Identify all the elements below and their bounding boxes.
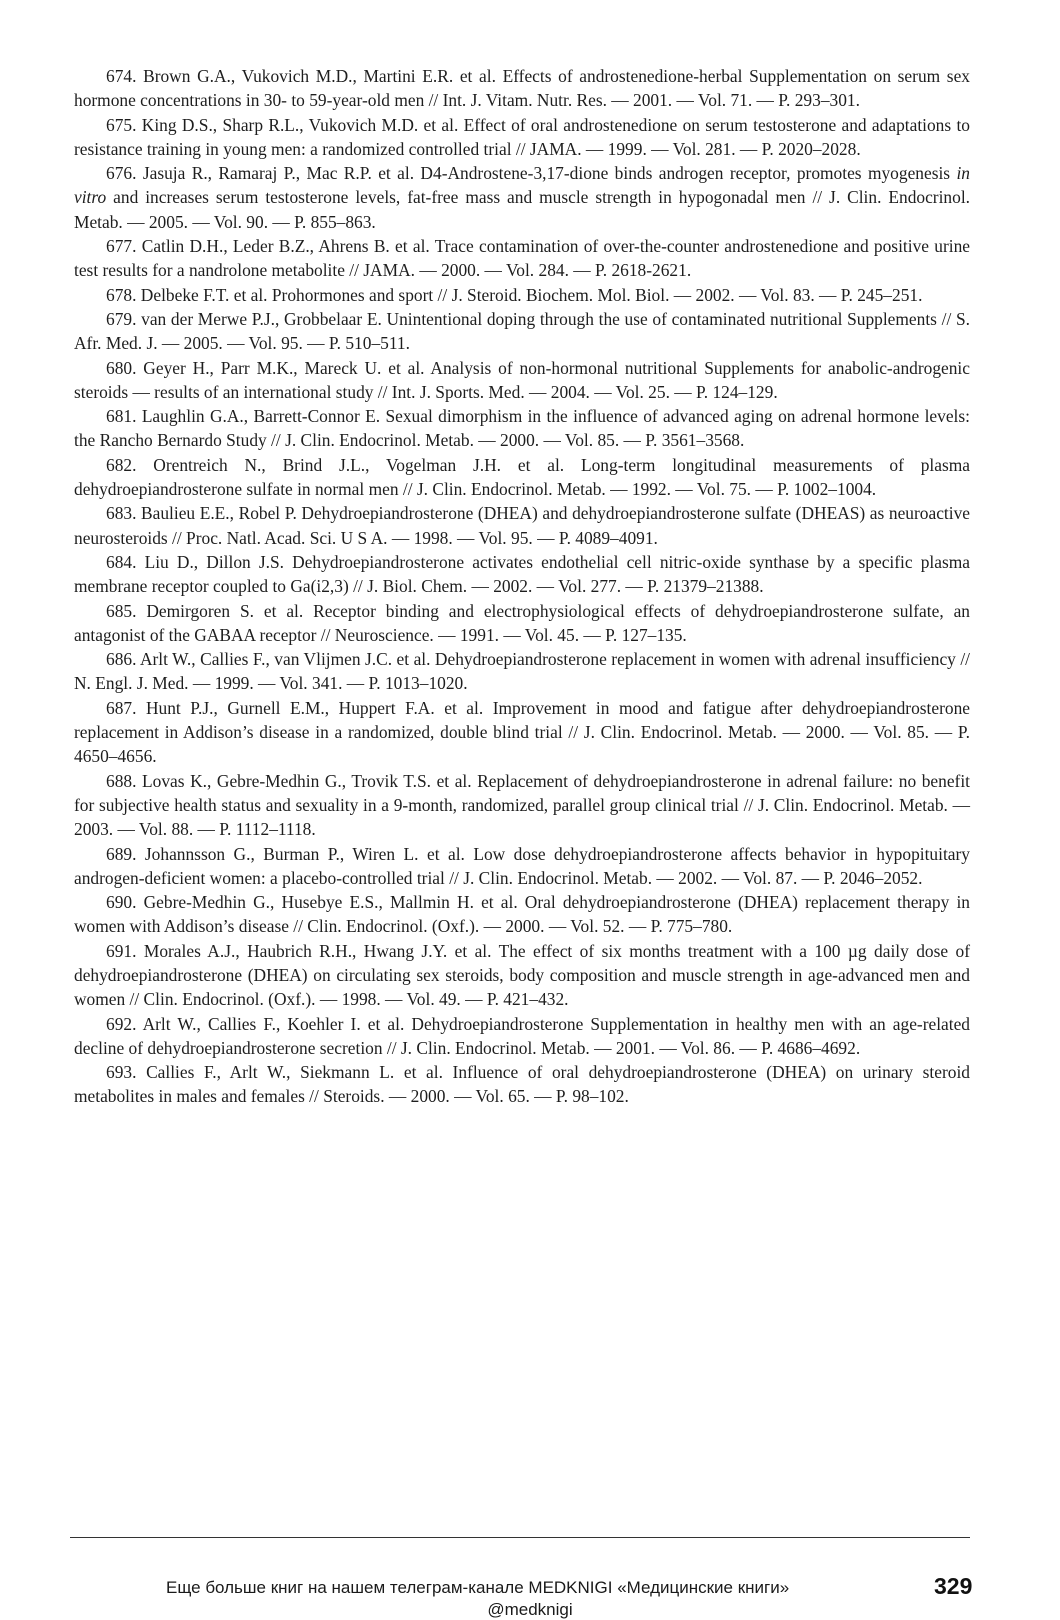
reference-text: Hunt P.J., Gurnell E.M., Huppert F.A. et al. Improvement in mood and fatigue after dehydroepiandrosterone replacement in Addison’s disease in a randomized, double blind trial // J. Clin. Endocrinol. Metab. — 2000. — Vol. 85. — P. 4650–4656. (74, 697, 970, 767)
reference-item (74, 307, 970, 356)
reference-text: Delbeke F.T. et al. Prohormones and sport // J. Steroid. Biochem. Mol. Biol. — 2002. — Vol. 83. — P. 245–251. (140, 284, 923, 305)
reference-number: 690. (106, 892, 137, 913)
reference-number: 678. (106, 284, 137, 305)
page-number: 329 (934, 1573, 973, 1599)
reference-number: 686. (106, 649, 137, 670)
reference-text: Baulieu E.E., Robel P. Dehydroepiandrosterone (DHEA) and dehydroepiandrosterone sulfate (DHEAS) as neuroactive neurosteroids // Proc. Natl. Acad. Sci. U S A. — 1998. — Vol. 95. — P. 4089–4091. (74, 503, 970, 548)
reference-item (74, 283, 970, 307)
reference-item (74, 356, 970, 405)
reference-text: Orentreich N., Brind J.L., Vogelman J.H. et al. Long-term longitudinal measurements of plasma dehydroepiandrosterone sulfate in normal men // J. Clin. Endocrinol. Metab. — 1992. — Vol. 75. — P. 1002–1004. (74, 454, 970, 500)
reference-number: 676. (106, 163, 137, 184)
reference-number: 680. (106, 357, 137, 378)
reference-number: 683. (106, 503, 137, 524)
reference-number: 682. (106, 454, 137, 475)
reference-item (74, 1060, 970, 1109)
reference-text: Gebre-Medhin G., Husebye E.S., Mallmin H. et al. Oral dehydroepiandrosterone (DHEA) replacement therapy in women with Addison’s disease // Clin. Endocrinol. (Oxf.). — 2000. — Vol. 52. — P. 775–780. (74, 892, 970, 937)
reference-item (74, 64, 970, 113)
reference-text: Brown G.A., Vukovich M.D., Martini E.R. et al. Effects of androstenedione-herbal Supplementation on serum sex hormone concentrations in 30- to 59-year-old men // Int. J. Vitam. Nutr. Res. — 2001. — Vol. 71. — P. 293–301. (74, 66, 970, 111)
reference-number: 684. (106, 551, 137, 572)
reference-text: Arlt W., Callies F., van Vlijmen J.C. et al. Dehydroepiandrosterone replacement in women with adrenal insufficiency // N. Engl. J. Med. — 1999. — Vol. 341. — P. 1013–1020. (74, 649, 971, 694)
reference-item (74, 404, 970, 453)
reference-item (74, 939, 970, 1012)
reference-item (74, 1012, 970, 1061)
reference-text: Jasuja R., Ramaraj P., Mac R.P. et al. D4-Androstene-3,17-dione binds androgen receptor, promotes myogenesis (142, 163, 957, 184)
reference-text: Lovas K., Gebre-Medhin G., Trovik T.S. et al. Replacement of dehydroepiandrosterone in adrenal failure: no benefit for subjective health status and sexuality in a 9-month, randomized, parallel group clinical trial // J. Clin. Endocrinol. Metab. — 2003. — Vol. 88. — P. 1112–1118. (74, 770, 970, 840)
reference-item (74, 696, 970, 769)
reference-item (74, 842, 970, 891)
reference-number: 691. (106, 940, 137, 961)
reference-text: Arlt W., Callies F., Koehler I. et al. Dehydroepiandrosterone Supplementation in healthy men with an age-related decline of dehydroepiandrosterone secretion // J. Clin. Endocrinol. Metab. — 2001. — Vol. 86. — P. 4686–4692. (74, 1013, 971, 1058)
footer-promo-text: Еще больше книг на нашем телеграм-канале MEDKNIGI «Медицинские книги» (166, 1578, 790, 1597)
reference-number: 681. (106, 406, 137, 427)
reference-number: 689. (106, 843, 137, 864)
footer-divider (70, 1537, 970, 1538)
reference-item (74, 599, 970, 648)
reference-italic-term: in vitro (74, 163, 970, 208)
reference-number: 688. (106, 770, 137, 791)
reference-item (74, 501, 970, 550)
reference-text: Callies F., Arlt W., Siekmann L. et al. Influence of oral dehydroepiandrosterone (DHEA) on urinary steroid metabolites in males and females // Steroids. — 2000. — Vol. 65. — P. 98–102. (74, 1062, 970, 1107)
reference-list (74, 64, 970, 1109)
reference-item (74, 550, 970, 599)
reference-item (74, 161, 970, 234)
reference-item (74, 113, 970, 162)
reference-text: King D.S., Sharp R.L., Vukovich M.D. et al. Effect of oral androstenedione on serum testosterone and adaptations to resistance training in young men: a randomized controlled trial // JAMA. — 1999. — Vol. 281. — P. 2020–2028. (74, 114, 970, 159)
reference-number: 679. (106, 308, 137, 329)
reference-text: Liu D., Dillon J.S. Dehydroepiandrosterone activates endothelial cell nitric-oxide synthase by a specific plasma membrane receptor coupled to Ga(i2,3) // J. Biol. Chem. — 2002. — Vol. 277. — P. 21379–21388. (74, 551, 970, 597)
reference-text: van der Merwe P.J., Grobbelaar E. Unintentional doping through the use of contaminated nutritional Supplements // S. Afr. Med. J. — 2005. — Vol. 95. — P. 510–511. (74, 308, 970, 354)
reference-item (74, 890, 970, 939)
reference-number: 685. (106, 600, 137, 621)
reference-number: 693. (106, 1062, 137, 1083)
reference-item (74, 453, 970, 502)
reference-item (74, 647, 970, 696)
reference-text: Catlin D.H., Leder B.Z., Ahrens B. et al. Trace contamination of over-the-counter androstenedione and positive urine test results for a nandrolone metabolite // JAMA. — 2000. — Vol. 284. — P. 2618-2621. (74, 236, 970, 281)
reference-text: Laughlin G.A., Barrett-Connor E. Sexual dimorphism in the influence of advanced aging on adrenal hormone levels: the Rancho Bernardo Study // J. Clin. Endocrinol. Metab. — 2000. — Vol. 85. — P. 3561–3568. (74, 406, 970, 451)
footer-channel-handle: @medknigi (487, 1600, 573, 1619)
reference-number: 675. (106, 114, 137, 135)
reference-item (74, 234, 970, 283)
reference-text: Geyer H., Parr M.K., Mareck U. et al. Analysis of non-hormonal nutritional Supplements for anabolic-androgenic steroids — results of an international study // Int. J. Sports. Med. — 2004. — Vol. 25. — P. 124–129. (74, 357, 970, 402)
reference-number: 692. (106, 1013, 137, 1034)
reference-text-continued: and increases serum testosterone levels, fat-free mass and muscle strength in hypogonadal men // J. Clin. Endocrinol. Metab. — 2005. — Vol. 90. — P. 855–863. (74, 187, 970, 232)
reference-text: Demirgoren S. et al. Receptor binding and electrophysiological effects of dehydroepiandrosterone sulfate, an antagonist of the GABAA receptor // Neuroscience. — 1991. — Vol. 45. — P. 127–135. (74, 600, 970, 645)
reference-number: 674. (106, 66, 137, 86)
reference-text: Morales A.J., Haubrich R.H., Hwang J.Y. et al. The effect of six months treatment with a 100 µg daily dose of dehydroepiandrosterone (DHEA) on circulating sex steroids, body composition and muscle strength in age-advanced men and women // Clin. Endocrinol. (Oxf.). — 1998. — Vol. 49. — P. 421–432. (74, 940, 970, 1010)
reference-text: Johannsson G., Burman P., Wiren L. et al. Low dose dehydroepiandrosterone affects behavior in hypopituitary androgen-deficient women: a placebo-controlled trial // J. Clin. Endocrinol. Metab. — 2002. — Vol. 87. — P. 2046–2052. (74, 843, 970, 888)
reference-item (74, 769, 970, 842)
reference-number: 677. (106, 236, 137, 257)
reference-number: 687. (106, 697, 137, 718)
